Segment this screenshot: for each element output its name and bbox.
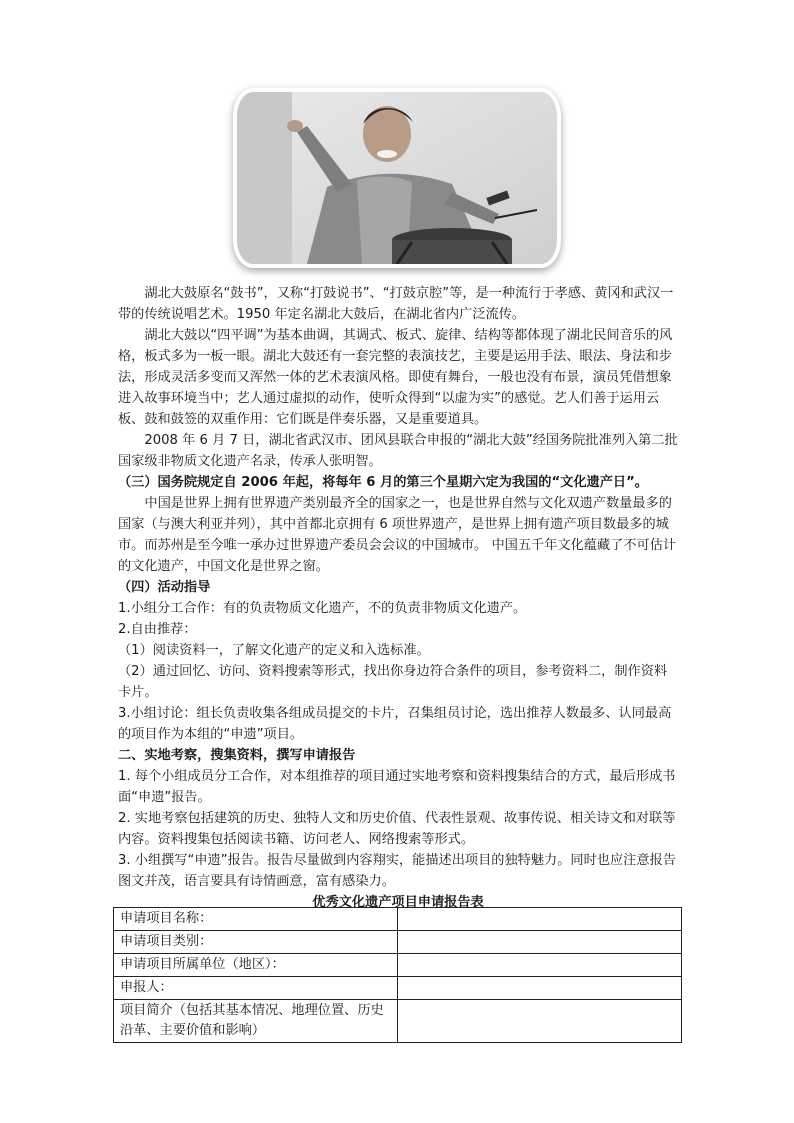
table-row [114,931,682,954]
form-input-cell[interactable] [398,977,682,1000]
form-label: 申请项目名称： [114,908,398,931]
heading-activity-guide: （四）活动指导 [118,580,211,595]
form-label: 申请项目所属单位（地区）： [114,954,398,977]
guide-item: （2）通过回忆、访问、资料搜索等形式，找出你身边符合条件的项目，参考资料二，制作资料卡片。 [118,664,668,700]
table-caption: 优秀文化遗产项目申请报告表 [312,895,484,910]
table-row [114,1000,682,1043]
form-input-cell[interactable] [398,1000,682,1043]
heading-section-2: 二、实地考察，搜集资料，撰写申请报告 [118,748,356,763]
intro-paragraph-2: 湖北大鼓以“四平调”为基本曲调，其调式、板式、旋律、结构等都体现了湖北民间音乐的风格，板式多为一板一眼。湖北大鼓还有一套完整的表演技艺，主要是运用手法、眼法、身法和步法，形成灵活多变而又浑然一体的艺术表演风格。即使有舞台，一般也没有布景，演员凭借想象进入故事环境当中；艺人通过虚拟的动作，使听众得到“以虚为实”的感觉。艺人们善于运用云板、鼓和鼓签的双重作用：它们既是伴奏乐器，又是重要道具。 [118,328,673,427]
table-row [114,954,682,977]
form-input-cell[interactable] [398,908,682,931]
performer-illustration [237,92,557,264]
form-label: 申报人： [114,977,398,1000]
section2-item: 2. 实地考察包括建筑的历史、独特人文和历史价值、代表性景观、故事传说、相关诗文和对联等内容。资料搜集包括阅读书籍、访问老人、网络搜索等形式。 [118,811,676,847]
form-label: 项目简介（包括其基本情况、地理位置、历史沿革、主要价值和影响） [114,1000,398,1043]
heading-cultural-heritage-day: （三）国务院规定自 2006 年起，将每年 6 月的第三个星期六定为我国的“文化遗产日”。 [118,475,648,490]
section2-item: 3. 小组撰写“申遗”报告。报告尽量做到内容翔实，能描述出项目的独特魅力。同时也应注意报告图文并茂，语言要具有诗情画意，富有感染力。 [118,853,676,889]
form-input-cell[interactable] [398,931,682,954]
guide-item: 3.小组讨论：组长负责收集各组成员提交的卡片，召集组员讨论，选出推荐人数最多、认同最高的项目作为本组的“申遗”项目。 [118,706,672,742]
intro-paragraph-1: 湖北大鼓原名“鼓书”，又称“打鼓说书”、“打鼓京腔”等，是一种流行于孝感、黄冈和武汉一带的传统说唱艺术。1950 年定名湖北大鼓后，在湖北省内广泛流传。 [118,286,674,322]
intro-paragraph-3: 2008 年 6 月 7 日，湖北省武汉市、团风县联合申报的“湖北大鼓”经国务院批准列入第二批国家级非物质文化遗产名录，传承人张明智。 [118,433,678,469]
performer-photo [233,88,561,268]
china-heritage-paragraph: 中国是世界上拥有世界遗产类别最齐全的国家之一，也是世界自然与文化双遗产数量最多的国家（与澳大利亚并列），其中首都北京拥有 6 项世界遗产，是世界上拥有遗产项目数最多的城市。而苏州是至今唯一承办过世界遗产委员会会议的中国城市。 中国五千年文化蕴藏了不可估计的文化遗产，中国文化是世界之窗。 [118,496,677,574]
guide-item: 1.小组分工合作：有的负责物质文化遗产，不的负责非物质文化遗产。 [118,601,527,616]
table-row [114,977,682,1000]
guide-item: 2.自由推荐： [118,622,197,637]
table-row [114,908,682,931]
application-form-table [113,907,682,1043]
form-label: 申请项目类别： [114,931,398,954]
document-body [118,283,678,913]
guide-item: （1）阅读资料一，了解文化遗产的定义和入选标准。 [118,643,430,658]
form-input-cell[interactable] [398,954,682,977]
section2-item: 1. 每个小组成员分工合作，对本组推荐的项目通过实地考察和资料搜集结合的方式，最后形成书面“申遗”报告。 [118,769,676,805]
